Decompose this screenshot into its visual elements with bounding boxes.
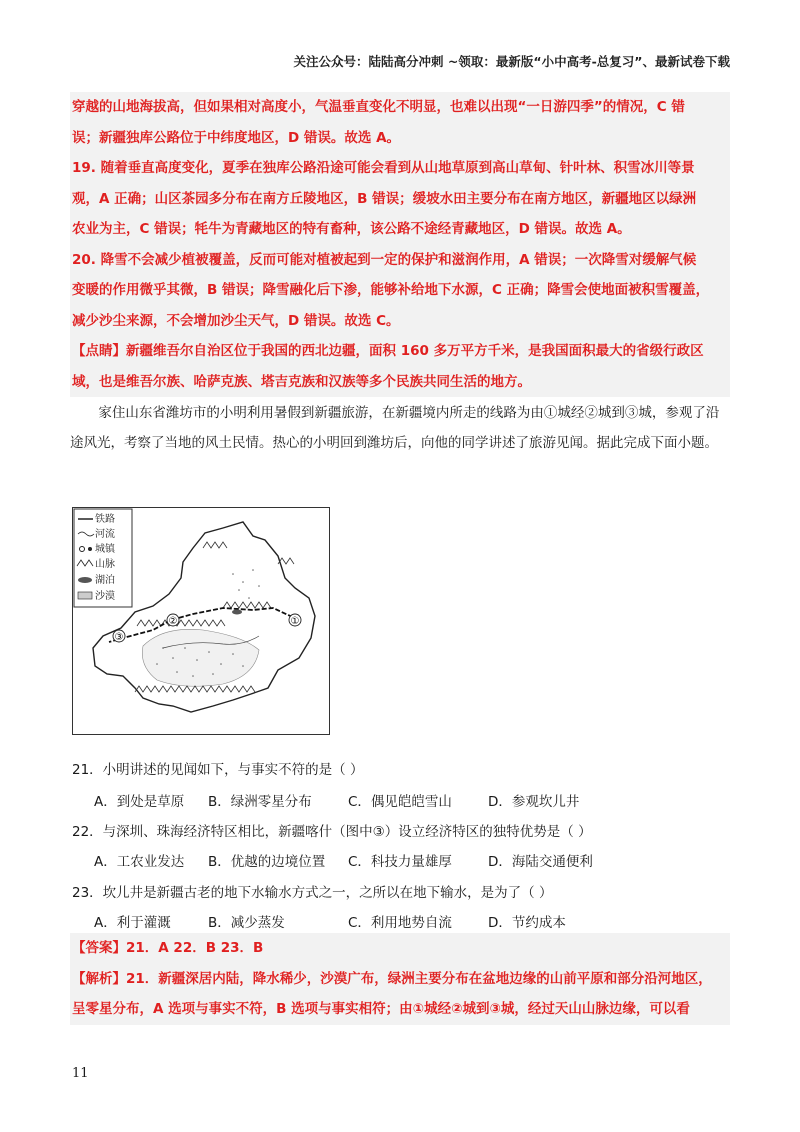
explanation-line: 20. 降雪不会减少植被覆盖，反而可能对植被起到一定的保护和滋润作用，A 错误；一次降雪对缓解气候 (72, 251, 697, 268)
intro-paragraph: 家住山东省潍坊市的小明利用暑假到新疆旅游，在新疆境内所走的线路为由①城经②城到③城，参观了沿途风光，考察了当地的风土民情。热心的小明回到潍坊后，向他的同学讲述了旅游见闻。据此完成下面小题。 (70, 405, 720, 451)
option-c: C．利用地势自流 (348, 915, 452, 931)
explanation-line: 19. 随着垂直高度变化，夏季在独库公路沿途可能会看到从山地草原到高山草甸、针叶林、积雪冰川等景 (72, 160, 695, 176)
option-d: D．参观坎儿井 (488, 794, 580, 810)
explanation-block (70, 92, 730, 397)
xinjiang-map-figure (72, 507, 330, 735)
question-23-stem: 23．坎儿井是新疆古老的地下水输水方式之一，之所以在地下输水，是为了（ ） (72, 885, 553, 901)
explanation-line: 穿越的山地海拔高，但如果相对高度小，气温垂直变化不明显，也难以出现“一日游四季”的情况，C 错 (72, 99, 685, 115)
answer-line: 【答案】21．A 22．B 23．B (72, 940, 264, 956)
question-22-stem: 22．与深圳、珠海经济特区相比，新疆喀什（图中③）设立经济特区的独特优势是（ ） (72, 824, 592, 840)
page-header: 关注公众号：陆陆高分冲刺 ~领取：最新版“小中高考-总复习”、最新试卷下载 (293, 54, 730, 69)
explanation-line: 农业为主，C 错误；牦牛为青藏地区的特有畜种，该公路不途经青藏地区，D 错误。故选 A。 (72, 221, 631, 237)
legend-desert: 沙漠 (95, 591, 115, 602)
option-b: B．优越的边境位置 (208, 854, 326, 870)
option-a: A．工农业发达 (94, 854, 185, 870)
legend-lake: 湖泊 (95, 575, 115, 586)
option-c: C．偶见皑皑雪山 (348, 794, 452, 810)
legend-lake-symbol (78, 577, 92, 583)
question-21-stem: 21．小明讲述的见闻如下，与事实不符的是（ ） (72, 762, 364, 778)
city-2-label: ② (168, 616, 178, 627)
lake (232, 610, 242, 615)
analysis-line: 【解析】21．新疆深居内陆，降水稀少，沙漠广布，绿洲主要分布在盆地边缘的山前平原和部分沿河地区， (72, 970, 712, 987)
explanation-line: 误；新疆独库公路位于中纬度地区，D 错误。故选 A。 (72, 129, 401, 146)
key-point-line: 域，也是维吾尔族、哈萨克族、塔吉克族和汉族等多个民族共同生活的地方。 (72, 373, 531, 390)
option-d: D．海陆交通便利 (488, 854, 593, 870)
legend-mountain: 山脉 (95, 559, 115, 570)
page-number: 11 (72, 1066, 89, 1081)
option-b: B．绿洲零星分布 (208, 794, 312, 810)
explanation-line: 观，A 正确；山区茶园多分布在南方丘陵地区，B 错误；缓坡水田主要分布在南方地区，新疆地区以绿洲 (72, 190, 697, 207)
explanation-line: 减少沙尘来源，不会增加沙尘天气，D 错误。故选 C。 (72, 312, 400, 329)
option-c: C．科技力量雄厚 (348, 854, 452, 870)
option-a: A．到处是草原 (94, 794, 185, 810)
answer-block (70, 933, 730, 1025)
question-intro (70, 398, 730, 458)
question-23-options (94, 911, 566, 931)
option-d: D．节约成本 (488, 915, 566, 931)
legend-town: 城镇 (95, 544, 115, 555)
question-21-options (94, 790, 579, 810)
option-a: A．利于灌溉 (94, 915, 171, 931)
city-3-label: ③ (114, 632, 124, 643)
legend-railway: 铁路 (95, 514, 115, 525)
option-b: B．减少蒸发 (208, 915, 285, 931)
legend-river: 河流 (95, 529, 115, 540)
analysis-line: 呈零星分布，A 选项与事实不符，B 选项与事实相符；由①城经②城到③城，经过天山山脉边缘，可以看 (72, 1001, 690, 1017)
legend-desert-symbol (78, 592, 92, 599)
map-svg (73, 508, 328, 733)
explanation-line: 变暖的作用微乎其微，B 错误；降雪融化后下渗，能够补给地下水源，C 正确；降雪会使地面被积雪覆盖， (72, 282, 710, 298)
city-1-label: ① (290, 616, 300, 627)
key-point-line: 【点睛】新疆维吾尔自治区位于我国的西北边疆，面积 160 多万平方千米，是我国面积最大的省级行政区 (72, 343, 704, 359)
question-22-options (94, 850, 593, 870)
